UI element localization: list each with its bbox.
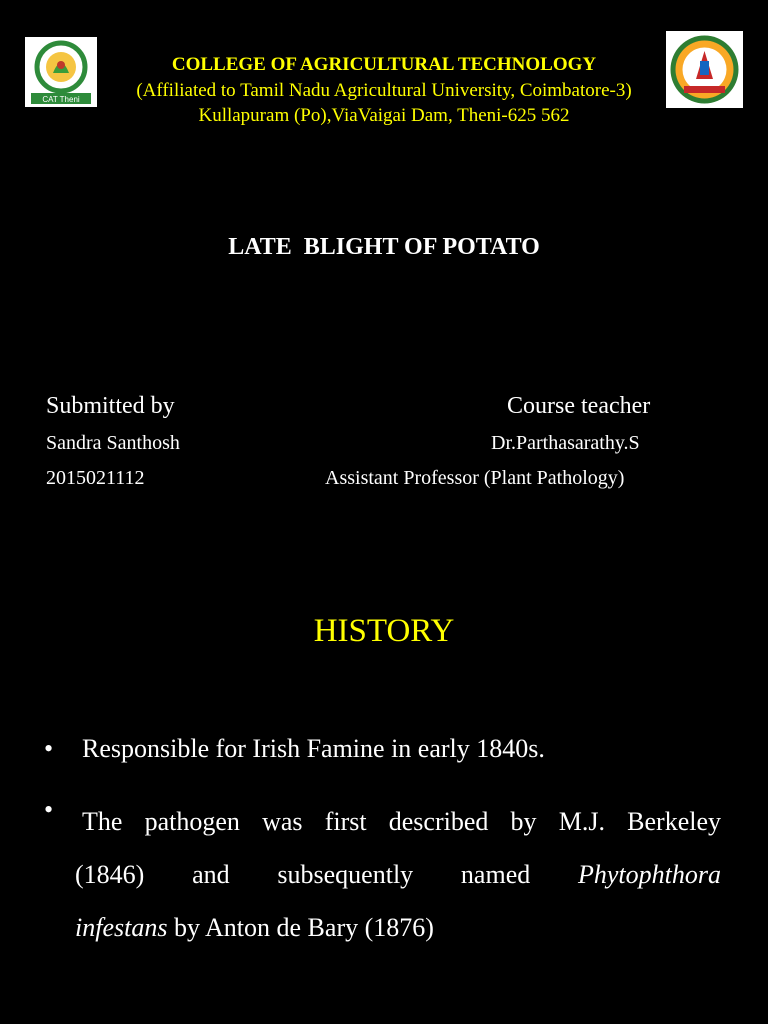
college-name: COLLEGE OF AGRICULTURAL TECHNOLOGY — [171, 54, 597, 75]
bullet-2-named-text: and subsequently named — [192, 860, 531, 889]
teacher-role: Assistant Professor (Plant Pathology) — [325, 467, 625, 489]
affiliation-line: (Affiliated to Tamil Nadu Agricultural University, Coimbatore-3) — [136, 80, 632, 101]
address-line: Kullapuram (Po),ViaVaigai Dam, Theni-625 562 — [198, 105, 570, 126]
history-bullet-2 — [75, 795, 721, 954]
teacher-name: Dr.Parthasarathy.S — [491, 432, 640, 454]
submitted-by-label: Submitted by — [46, 393, 175, 419]
species-name: infestans — [75, 913, 168, 942]
bullet-marker: • — [44, 795, 54, 824]
bullet-2-line-3 — [75, 901, 721, 954]
bullet-2-author: by Anton de Bary (1876) — [167, 913, 434, 942]
course-teacher-label: Course teacher — [507, 393, 651, 419]
student-name: Sandra Santhosh — [46, 432, 180, 454]
bullet-2-line-1: The pathogen was first described by M.J. Berkeley — [82, 807, 721, 836]
logo-text: CAT Theni — [42, 95, 80, 104]
bullet-2-year: (1846) — [75, 860, 145, 889]
history-heading: HISTORY — [313, 613, 455, 649]
bullet-marker: • — [44, 734, 54, 763]
history-bullet-1: Responsible for Irish Famine in early 1840s. — [82, 734, 545, 763]
slide-title: LATE BLIGHT OF POTATO — [228, 234, 540, 260]
bullet-2-line-2 — [75, 848, 721, 901]
student-id: 2015021112 — [46, 467, 145, 489]
genus-name: Phytophthora — [578, 860, 721, 889]
